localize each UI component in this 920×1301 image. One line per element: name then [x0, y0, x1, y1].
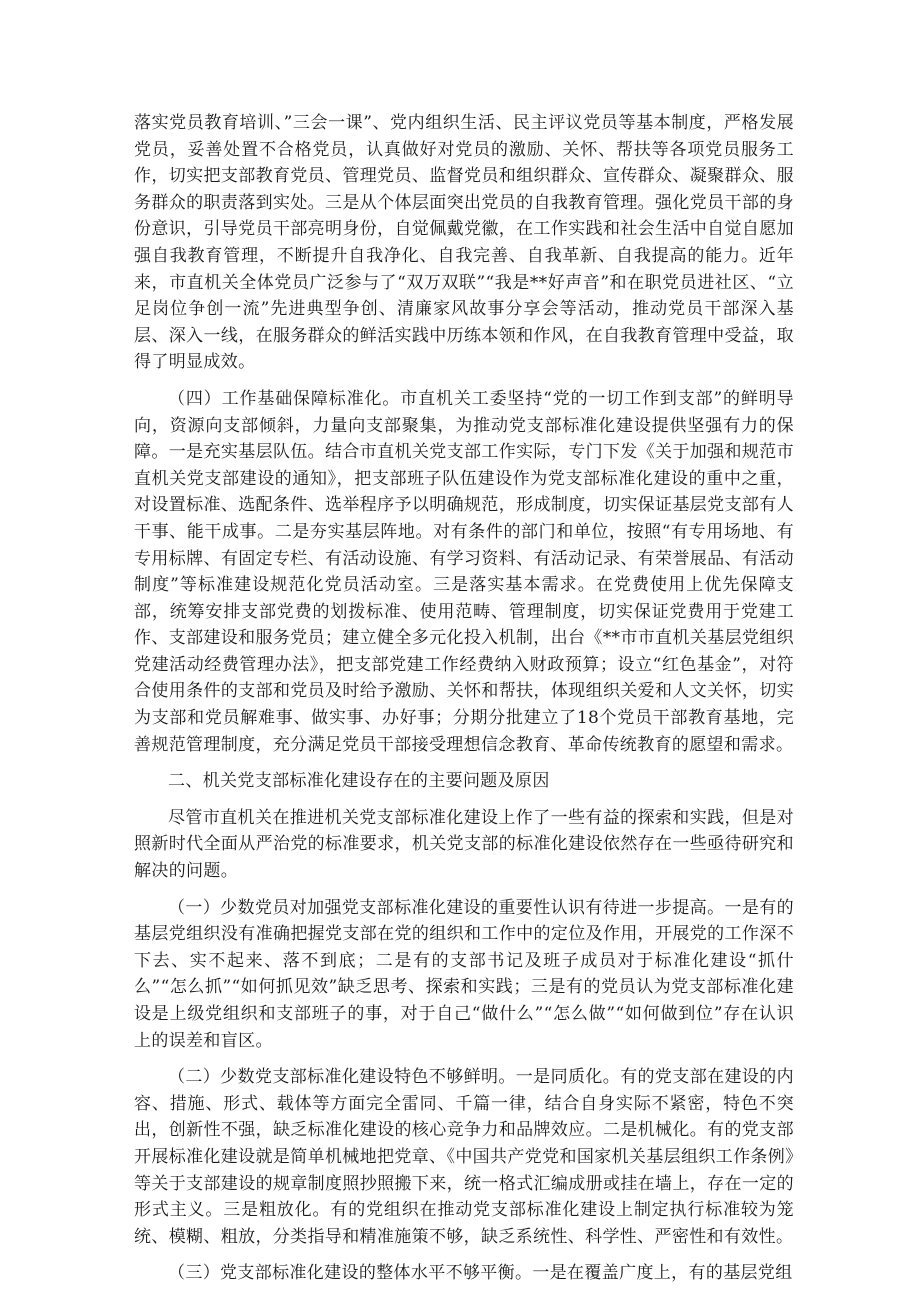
paragraph-continuation: 落实党员教育培训、”三会一课”、党内组织生活、民主评议党员等基本制度，严格发展党员，妥善处置不合格党员，认真做好对党员的激励、关怀、帮扶等各项党员服务工作，切实把支部教育党员、管理党员、监督党员和组织群众、宣传群众、凝聚群众、服务群众的职责落到实处。三是从个体层面突出党员的自我教育管理。强化党员干部的身份意识，引导党员干部亮明身份，自觉佩戴党徽，在工作实践和社会生活中自觉自愿加强自我教育管理，不断提升自我净化、自我完善、自我革新、自我提高的能力。近年来，市直机关全体党员广泛参与了“双万双联”“我是**好声音”和在职党员进社区、“立足岗位争创一流”先进典型争创、清廉家风故事分享会等活动，推动党员干部深入基层、深入一线，在服务群众的鲜活实践中历练本领和作风，在自我教育管理中受益，取得了明显成效。	[134, 113, 794, 373]
paragraph-problem-three: （三）党支部标准化建设的整体水平不够平衡。一是在覆盖广度上，有的基层党组	[168, 1263, 793, 1284]
document-body	[134, 110, 794, 1297]
paragraph-problem-two: （二）少数党支部标准化建设特色不够鲜明。一是同质化。有的党支部在建设的内容、措施、形式、载体等方面完全雷同、千篇一律，结合自身实际不紧密，特色不突出，创新性不强，缺乏标准化建设的核心竞争力和品牌效应。二是机械化。有的党支部开展标准化建设就是简单机械地把党章、《中国共产党党和国家机关基层组织工作条例》等关于支部建设的规章制度照抄照搬下来，统一格式汇编成册或挂在墙上，存在一定的形式主义。三是粗放化。有的党组织在推动党支部标准化建设上制定执行标准较为笼统、模糊、粗放，分类指导和精准施策不够，缺乏系统性、科学性、严密性和有效性。	[134, 1067, 794, 1247]
paragraph-section-four: （四）工作基础保障标准化。市直机关工委坚持“党的一切工作到支部”的鲜明导向，资源向支部倾斜，力量向支部聚集，为推动党支部标准化建设提供坚强有力的保障。一是充实基层队伍。结合市直机关党支部工作实际，专门下发《关于加强和规范市直机关党支部建设的通知》，把支部班子队伍建设作为党支部标准化建设的重中之重，对设置标准、选配条件、选举程序予以明确规范，形成制度，切实保证基层党支部有人干事、能干成事。二是夯实基层阵地。对有条件的部门和单位，按照“有专用场地、有专用标牌、有固定专栏、有活动设施、有学习资料、有活动记录、有荣誉展品、有活动制度”等标准建设规范化党员活动室。三是落实基本需求。在党费使用上优先保障支部，统筹安排支部党费的划拨标准、使用范畴、管理制度，切实保证党费用于党建工作、支部建设和服务党员；建立健全多元化投入机制，出台《**市市直机关基层党组织党建活动经费管理办法》，把支部党建工作经费纳入财政预算；设立“红色基金”，对符合使用条件的支部和党员及时给予激励、关怀和帮扶，体现组织关爱和人文关怀，切实为支部和党员解难事、做实事、办好事；分期分批建立了18个党员干部教育基地，完善规范管理制度，充分满足党员干部接受理想信念教育、革命传统教育的愿望和需求。	[134, 388, 794, 755]
section-heading-two: 二、机关党支部标准化建设存在的主要问题及原因	[168, 771, 550, 792]
paragraph-problem-one: （一）少数党员对加强党支部标准化建设的重要性认识有待进一步提高。一是有的基层党组织没有准确把握党支部在党的组织和工作中的定位及作用，开展党的工作深不下去、实不起来、落不到底；二是有的支部书记及班子成员对于标准化建设“抓什么”“怎么抓”“如何抓见效”缺乏思考、探索和实践；三是有的党员认为党支部标准化建设是上级党组织和支部班子的事，对于自己“做什么”“怎么做”“如何做到位”存在认识上的误差和盲区。	[134, 897, 794, 1051]
paragraph-intro: 尽管市直机关在推进机关党支部标准化建设上作了一些有益的探索和实践，但是对照新时代全面从严治党的标准要求，机关党支部的标准化建设依然存在一些亟待研究和解决的问题。	[134, 807, 794, 882]
